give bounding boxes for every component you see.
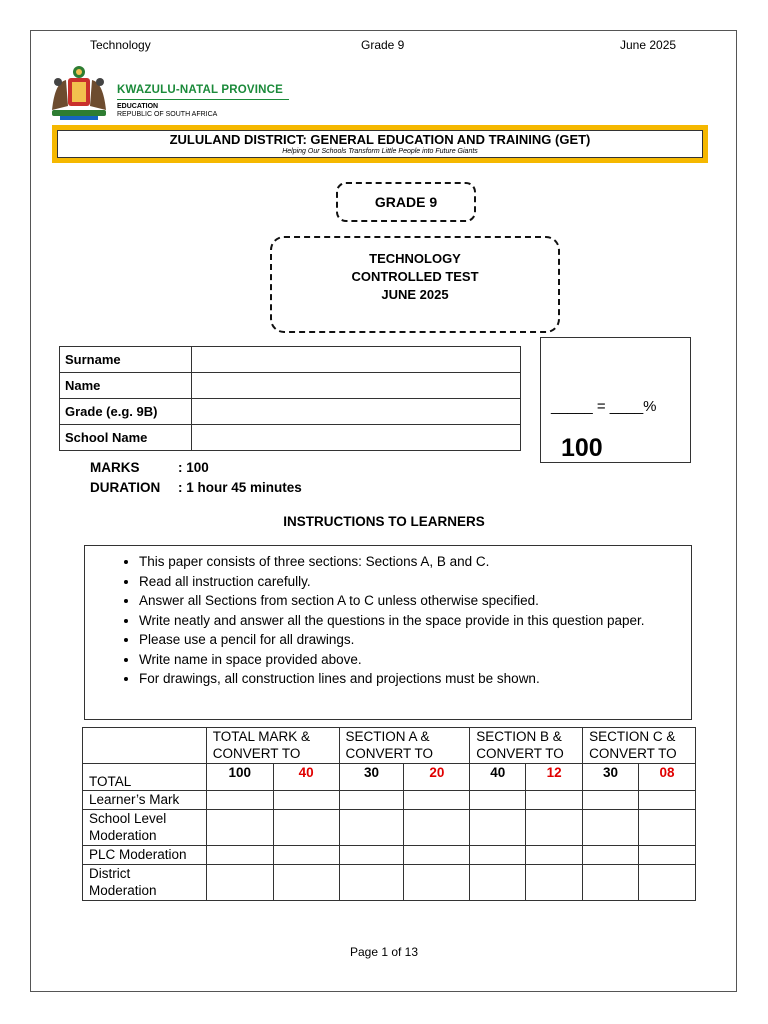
coat-of-arms-logo: [46, 64, 112, 122]
score-percentage-line: _____ = ____%: [551, 398, 657, 415]
school-name-field[interactable]: [192, 425, 521, 451]
banner-title: ZULULAND DISTRICT: GENERAL EDUCATION AND TRAINING (GET): [169, 132, 591, 147]
marks-label: MARKS: [90, 460, 140, 475]
total-marks: 100: [206, 764, 273, 791]
marks-line: [90, 460, 209, 475]
banner-subtitle: Helping Our Schools Transform Little People into Future Giants: [282, 148, 478, 155]
mark-cell[interactable]: [639, 846, 696, 865]
mark-cell[interactable]: [339, 791, 404, 810]
instruction-item: • Read all instruction carefully.: [139, 572, 691, 592]
mark-cell[interactable]: [526, 791, 583, 810]
mark-cell[interactable]: [339, 865, 404, 901]
header-section-c: SECTION C & CONVERT TO: [583, 728, 696, 764]
mark-cell[interactable]: [339, 846, 404, 865]
instruction-item: • This paper consists of three sections: Sections A, B and C.: [139, 552, 691, 572]
mark-cell[interactable]: [404, 846, 470, 865]
section-b-marks: 40: [470, 764, 526, 791]
row-label: PLC Moderation: [83, 846, 207, 865]
marks-table: [82, 727, 696, 901]
title-line-3: JUNE 2025: [381, 287, 449, 302]
instructions-list: [85, 552, 691, 689]
name-label: Name: [60, 373, 192, 399]
header-empty-cell: [83, 728, 207, 764]
test-title-box: [270, 236, 560, 333]
title-line-1: TECHNOLOGY: [369, 251, 461, 266]
score-box[interactable]: [540, 337, 691, 463]
mark-cell[interactable]: [404, 810, 470, 846]
mark-cell[interactable]: [470, 865, 526, 901]
header-total: TOTAL MARK & CONVERT TO: [206, 728, 339, 764]
surname-field[interactable]: [192, 347, 521, 373]
header-section-a: SECTION A & CONVERT TO: [339, 728, 470, 764]
mark-cell[interactable]: [526, 810, 583, 846]
mark-cell[interactable]: [583, 846, 639, 865]
section-c-convert: 08: [639, 764, 696, 791]
mark-cell[interactable]: [273, 810, 339, 846]
duration-label: DURATION: [90, 480, 161, 495]
header-grade: Grade 9: [361, 38, 405, 52]
section-c-marks: 30: [583, 764, 639, 791]
page-number: Page 1 of 13: [349, 945, 419, 959]
marks-value: : 100: [178, 460, 209, 475]
instruction-item: • For drawings, all construction lines and projections must be shown.: [139, 669, 691, 689]
grade-box: GRADE 9: [336, 182, 476, 222]
department-name: EDUCATION: [117, 103, 159, 110]
grade-field[interactable]: [192, 399, 521, 425]
total-label: TOTAL: [83, 764, 207, 791]
row-label: School Level Moderation: [83, 810, 207, 846]
mark-cell[interactable]: [526, 846, 583, 865]
score-total: 100: [561, 434, 603, 462]
instruction-item: • Write name in space provided above.: [139, 650, 691, 670]
mark-cell[interactable]: [639, 810, 696, 846]
school-name-label: School Name: [60, 425, 192, 451]
district-banner: [52, 125, 708, 163]
instructions-box: [84, 545, 692, 720]
duration-value: : 1 hour 45 minutes: [178, 480, 302, 495]
instructions-title: INSTRUCTIONS TO LEARNERS: [283, 514, 485, 529]
mark-cell[interactable]: [639, 791, 696, 810]
mark-cell[interactable]: [273, 846, 339, 865]
learner-info-table: [59, 346, 521, 451]
total-convert: 40: [273, 764, 339, 791]
instruction-item: • Please use a pencil for all drawings.: [139, 630, 691, 650]
grade-label: Grade (e.g. 9B): [60, 399, 192, 425]
mark-cell[interactable]: [273, 791, 339, 810]
mark-cell[interactable]: [206, 810, 273, 846]
mark-cell[interactable]: [470, 846, 526, 865]
section-b-convert: 12: [526, 764, 583, 791]
mark-cell[interactable]: [583, 865, 639, 901]
title-line-2: CONTROLLED TEST: [351, 269, 479, 284]
mark-cell[interactable]: [404, 865, 470, 901]
mark-cell[interactable]: [273, 865, 339, 901]
mark-cell[interactable]: [404, 791, 470, 810]
mark-cell[interactable]: [339, 810, 404, 846]
mark-cell[interactable]: [526, 865, 583, 901]
mark-cell[interactable]: [639, 865, 696, 901]
header-subject: Technology: [90, 38, 151, 52]
mark-cell[interactable]: [583, 791, 639, 810]
duration-line: [90, 480, 302, 495]
country-name: REPUBLIC OF SOUTH AFRICA: [117, 111, 218, 118]
province-name: KWAZULU-NATAL PROVINCE: [117, 84, 284, 96]
instruction-item: • Answer all Sections from section A to C unless otherwise specified.: [139, 591, 691, 611]
section-a-marks: 30: [339, 764, 404, 791]
mark-cell[interactable]: [583, 810, 639, 846]
mark-cell[interactable]: [470, 810, 526, 846]
mark-cell[interactable]: [206, 791, 273, 810]
divider: [117, 99, 289, 100]
instruction-item: • Write neatly and answer all the questions in the space provide in this question paper.: [139, 611, 691, 631]
row-label: District Moderation: [83, 865, 207, 901]
row-label: Learner’s Mark: [83, 791, 207, 810]
mark-cell[interactable]: [206, 846, 273, 865]
section-a-convert: 20: [404, 764, 470, 791]
header-date: June 2025: [620, 38, 677, 52]
header-section-b: SECTION B & CONVERT TO: [470, 728, 583, 764]
mark-cell[interactable]: [206, 865, 273, 901]
surname-label: Surname: [60, 347, 192, 373]
mark-cell[interactable]: [470, 791, 526, 810]
name-field[interactable]: [192, 373, 521, 399]
